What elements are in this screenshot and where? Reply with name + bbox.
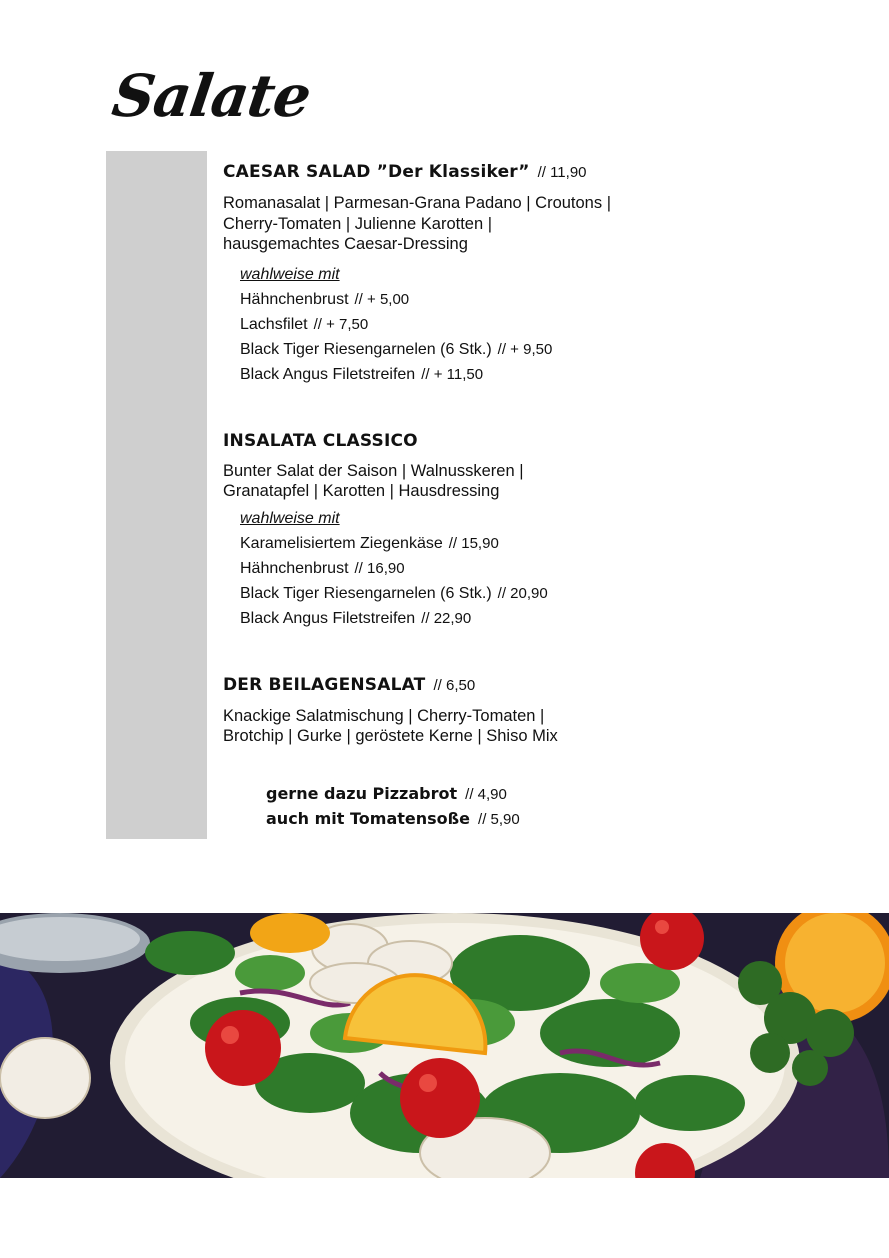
desc-line: Cherry-Tomaten | Julienne Karotten |	[223, 214, 493, 233]
option-name: Black Tiger Riesengarnelen (6 Stk.)	[240, 584, 492, 602]
extra-name: gerne dazu Pizzabrot	[266, 784, 458, 803]
extra-row	[266, 782, 520, 807]
menu-list	[223, 158, 843, 747]
item-header	[223, 671, 843, 700]
option-price: // 16,90	[354, 559, 405, 577]
option-name: Black Angus Filetstreifen	[240, 365, 416, 383]
extra-name: auch mit Tomatensoße	[266, 809, 471, 828]
desc-line: Knackige Salatmischung | Cherry-Tomaten |	[223, 706, 545, 725]
item-header	[223, 427, 843, 455]
option-name: Karamelisiertem Ziegenkäse	[240, 534, 443, 552]
option-row	[240, 531, 843, 556]
option-price: // 15,90	[448, 534, 499, 552]
option-row	[240, 556, 843, 581]
option-price: // 20,90	[497, 584, 548, 602]
item-description	[223, 706, 843, 747]
desc-line: Romanasalat | Parmesan-Grana Padano | Croutons |	[223, 194, 611, 212]
item-options	[240, 263, 843, 387]
item-name: DER BEILAGENSALAT	[223, 674, 426, 695]
option-row	[240, 362, 843, 387]
desc-line: Bunter Salat der Saison | Walnusskeren |	[223, 461, 524, 480]
option-price: // + 11,50	[421, 365, 484, 383]
desc-line: Brotchip | Gurke | geröstete Kerne | Shiso Mix	[223, 727, 558, 745]
item-description	[223, 193, 843, 255]
option-price: // + 7,50	[313, 315, 369, 333]
option-name: Hähnchenbrust	[240, 559, 349, 577]
option-price: // 22,90	[421, 609, 472, 627]
salad-plate-photo	[0, 913, 889, 1178]
extras-list	[266, 782, 520, 832]
options-title: wahlweise mit	[240, 265, 340, 283]
item-name: INSALATA CLASSICO	[223, 430, 418, 451]
salad-illustration	[0, 913, 889, 1178]
option-row	[240, 337, 843, 362]
item-options	[240, 507, 843, 631]
extra-price: // 4,90	[465, 786, 507, 803]
item-name: CAESAR SALAD ”Der Klassiker”	[223, 162, 530, 182]
item-header	[223, 158, 843, 187]
item-price: // 11,90	[537, 164, 587, 181]
menu-item-insalata-classico	[223, 427, 843, 631]
options-title: wahlweise mit	[240, 509, 340, 527]
desc-line: Granatapfel | Karotten | Hausdressing	[223, 482, 500, 500]
option-name: Hähnchenbrust	[240, 290, 349, 308]
item-description	[223, 461, 843, 502]
option-name: Black Angus Filetstreifen	[240, 609, 416, 627]
option-row	[240, 287, 843, 312]
option-name: Black Tiger Riesengarnelen (6 Stk.)	[240, 340, 492, 358]
option-row	[240, 581, 843, 606]
decorative-sidebar	[106, 151, 207, 839]
item-price: // 6,50	[433, 676, 476, 694]
menu-item-beilagensalat	[223, 671, 843, 747]
option-price: // + 9,50	[497, 340, 553, 358]
extra-price: // 5,90	[478, 811, 520, 828]
option-row	[240, 606, 843, 631]
extra-row	[266, 807, 520, 832]
option-name: Lachsfilet	[240, 315, 308, 333]
menu-item-caesar-salad	[223, 158, 843, 387]
desc-line: hausgemachtes Caesar-Dressing	[223, 235, 468, 253]
option-price: // + 5,00	[354, 290, 410, 308]
page-title: Salate	[108, 62, 315, 130]
option-row	[240, 312, 843, 337]
